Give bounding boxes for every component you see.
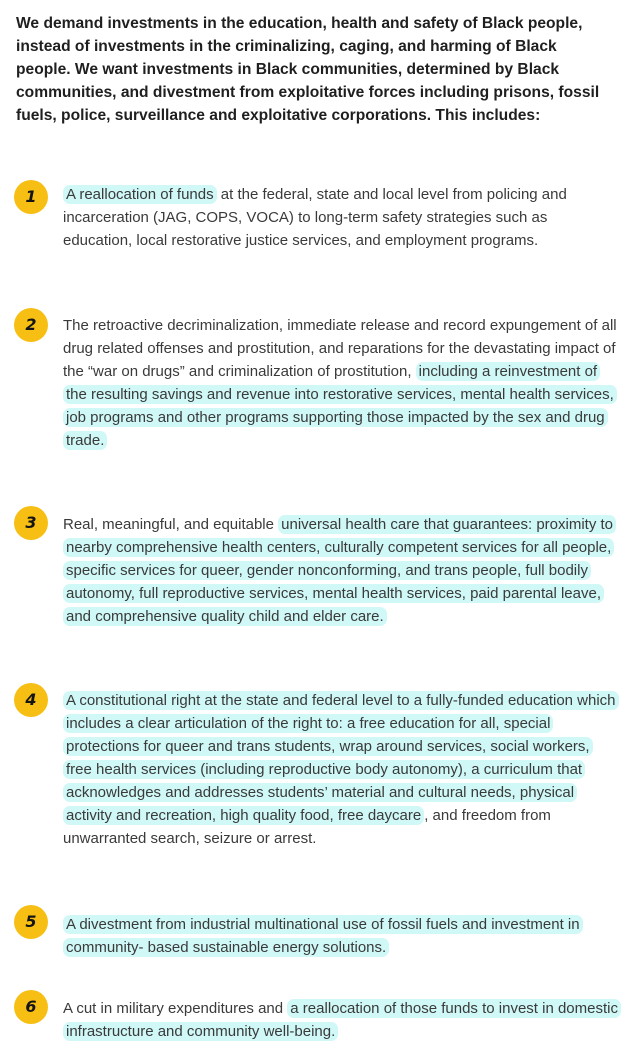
number-badge-label: 5 <box>25 912 37 931</box>
demand-text <box>63 513 619 628</box>
demand-text-plain: at the federal, state and local level from policing and incarceration (JAG, COPS, VOCA) to long-term safety strategies such as education, local restorative justice services, and employment programs. <box>63 186 567 249</box>
number-badge <box>14 905 48 939</box>
number-badge-label: 2 <box>25 315 37 334</box>
demand-text-highlight: universal health care that guarantees: proximity to nearby comprehensive health centers, culturally competent services for all people, specific services for queer, gender nonconforming, and trans people, full bodily autonomy, full reproductive services, mental health services, paid parental leave, and comprehensive quality child and elder care. <box>63 515 616 626</box>
demand-text <box>63 314 619 452</box>
demand-text-highlight: including a reinvestment of the resulting savings and revenue into restorative services, mental health services, job programs and other programs supporting those impacted by the sex and drug trade. <box>63 362 617 450</box>
number-badge-label: 3 <box>25 513 37 532</box>
number-badge-label: 1 <box>25 187 37 206</box>
demand-text-highlight: A constitutional right at the state and federal level to a fully-funded education which includes a clear articulation of the right to: a free education for all, special protections for queer and trans students, wrap around services, social workers, free health services (including reproductive body autonomy), a curriculum that acknowledges and addresses students’ material and cultural needs, physical activity and recreation, high quality food, free daycare <box>63 691 619 825</box>
demand-text-plain: Real, meaningful, and equitable <box>63 516 279 533</box>
demand-text-plain: The retroactive decriminalization, immediate release and record expungement of all drug related offenses and prostitution, and reparations for the devastating impact of the “war on drugs” and criminalization of prostitution, <box>63 317 617 380</box>
demand-text <box>63 183 619 252</box>
number-badge-label: 4 <box>25 690 37 709</box>
number-badge <box>14 683 48 717</box>
number-badge <box>14 506 48 540</box>
demand-text-highlight: A divestment from industrial multinational use of fossil fuels and investment in community- based sustainable energy solutions. <box>63 915 583 957</box>
demand-text <box>63 689 619 850</box>
intro-paragraph: We demand investments in the education, health and safety of Black people, instead of investments in the criminalizing, caging, and harming of Black people. We want investments in Black communities, determined by Black communities, and divestment from exploitative forces including prisons, fossil fuels, police, surveillance and exploitative corporations. This includes: <box>16 15 600 124</box>
demand-text-highlight: A reallocation of funds <box>63 185 217 204</box>
number-badge-label: 6 <box>25 997 37 1016</box>
number-badge <box>14 990 48 1024</box>
number-badge <box>14 308 48 342</box>
demand-text <box>63 913 619 959</box>
number-badge <box>14 180 48 214</box>
demand-text-highlight: a reallocation of those funds to invest in domestic infrastructure and community well-being. <box>63 999 621 1041</box>
demand-text-plain: , and freedom from unwarranted search, seizure or arrest. <box>63 807 551 847</box>
demand-text-plain: A cut in military expenditures and <box>63 1000 288 1017</box>
demand-text <box>63 997 619 1043</box>
